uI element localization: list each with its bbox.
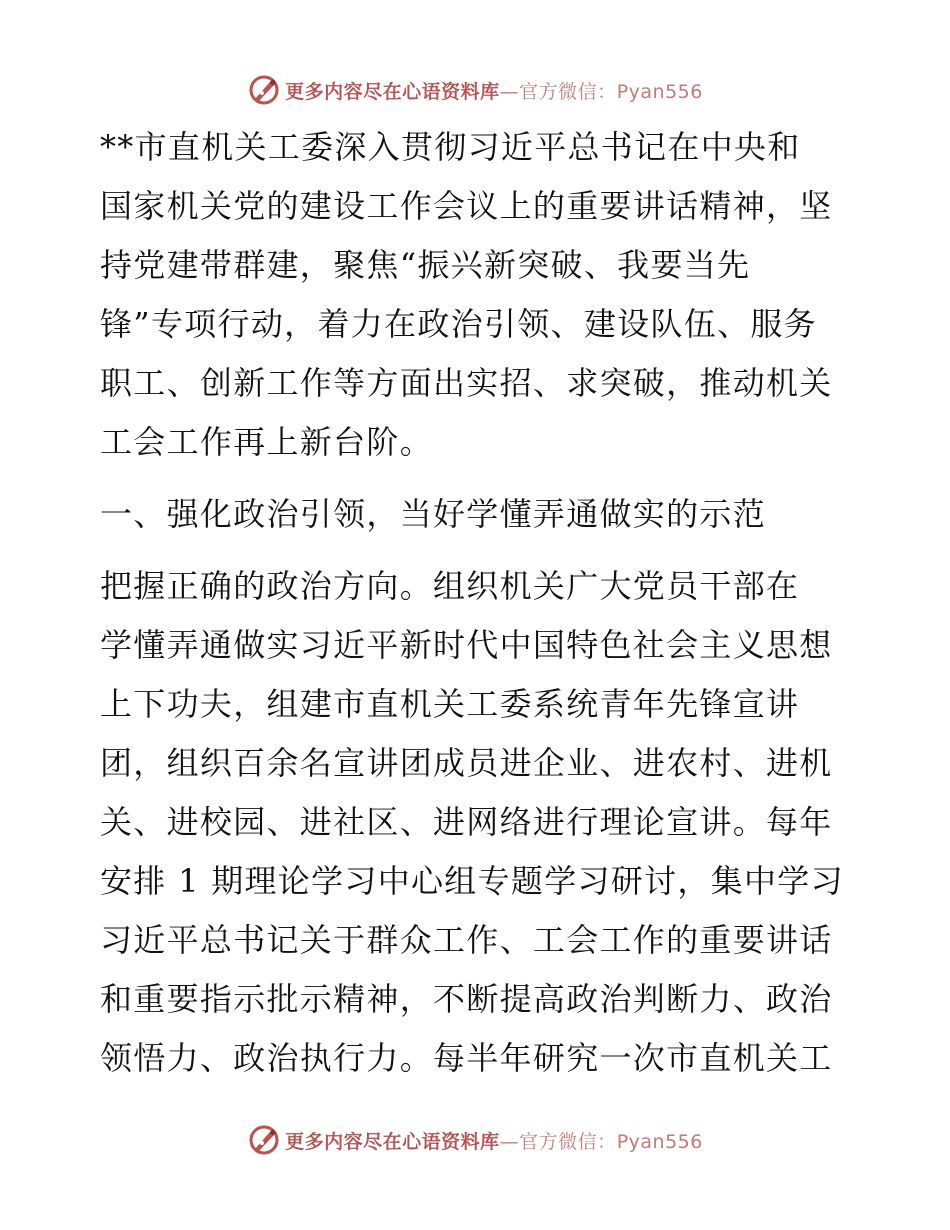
footer-banner: [0, 1120, 950, 1160]
paragraph-line: 安排 1 期理论学习中心组专题学习研讨，集中学习: [100, 862, 844, 900]
paragraph-line: 关、进校园、进社区、进网络进行理论宣讲。每年: [100, 803, 833, 841]
paragraph-line: 学懂弄通做实习近平新时代中国特色社会主义思想: [100, 626, 833, 664]
footer-banner-dash: —: [499, 1130, 520, 1153]
paragraph-line: 锋”专项行动，着力在政治引领、建设队伍、服务: [100, 305, 817, 343]
paragraph-line: 上下功夫，组建市直机关工委系统青年先锋宣讲: [100, 685, 800, 723]
paragraph-line: 工会工作再上新台阶。: [100, 423, 434, 461]
paragraph-line: 习近平总书记关于群众工作、工会工作的重要讲话: [100, 921, 833, 959]
paragraph-line: 把握正确的政治方向。组织机关广大党员干部在: [100, 567, 800, 605]
paragraph-line: 和重要指示批示精神，不断提高政治判断力、政治: [100, 980, 833, 1018]
footer-banner-wechat-label: 官方微信：: [519, 1130, 617, 1153]
paragraph-line: **市直机关工委深入贯彻习近平总书记在中央和: [100, 128, 801, 166]
footer-banner-main: 更多内容尽在心语资料库: [285, 1130, 500, 1153]
paragraph-line: 领悟力、政治执行力。每半年研究一次市直机关工: [100, 1039, 833, 1077]
paragraph-line: 持党建带群建，聚焦“振兴新突破、我要当先: [100, 246, 751, 284]
pen-logo-icon: [247, 1123, 281, 1157]
header-banner-wechat-label: 官方微信：: [519, 80, 617, 103]
footer-banner-wechat-id: Pyan556: [616, 1130, 703, 1153]
header-banner-wechat-id: Pyan556: [616, 80, 703, 103]
paragraph-line: 国家机关党的建设工作会议上的重要讲话精神，坚: [100, 187, 833, 225]
pen-logo-icon: [247, 73, 281, 107]
header-banner-main: 更多内容尽在心语资料库: [285, 80, 500, 103]
paragraph-line: 团，组织百余名宣讲团成员进企业、进农村、进机: [100, 744, 833, 782]
footer-banner-text: [285, 1127, 703, 1154]
header-banner-dash: —: [499, 80, 520, 103]
header-banner-text: [285, 77, 703, 104]
header-banner: [0, 70, 950, 110]
paragraph-line: 职工、创新工作等方面出实招、求突破，推动机关: [100, 364, 833, 402]
section-heading: 一、强化政治引领，当好学懂弄通做实的示范: [100, 495, 767, 533]
document-body: [100, 118, 852, 1088]
